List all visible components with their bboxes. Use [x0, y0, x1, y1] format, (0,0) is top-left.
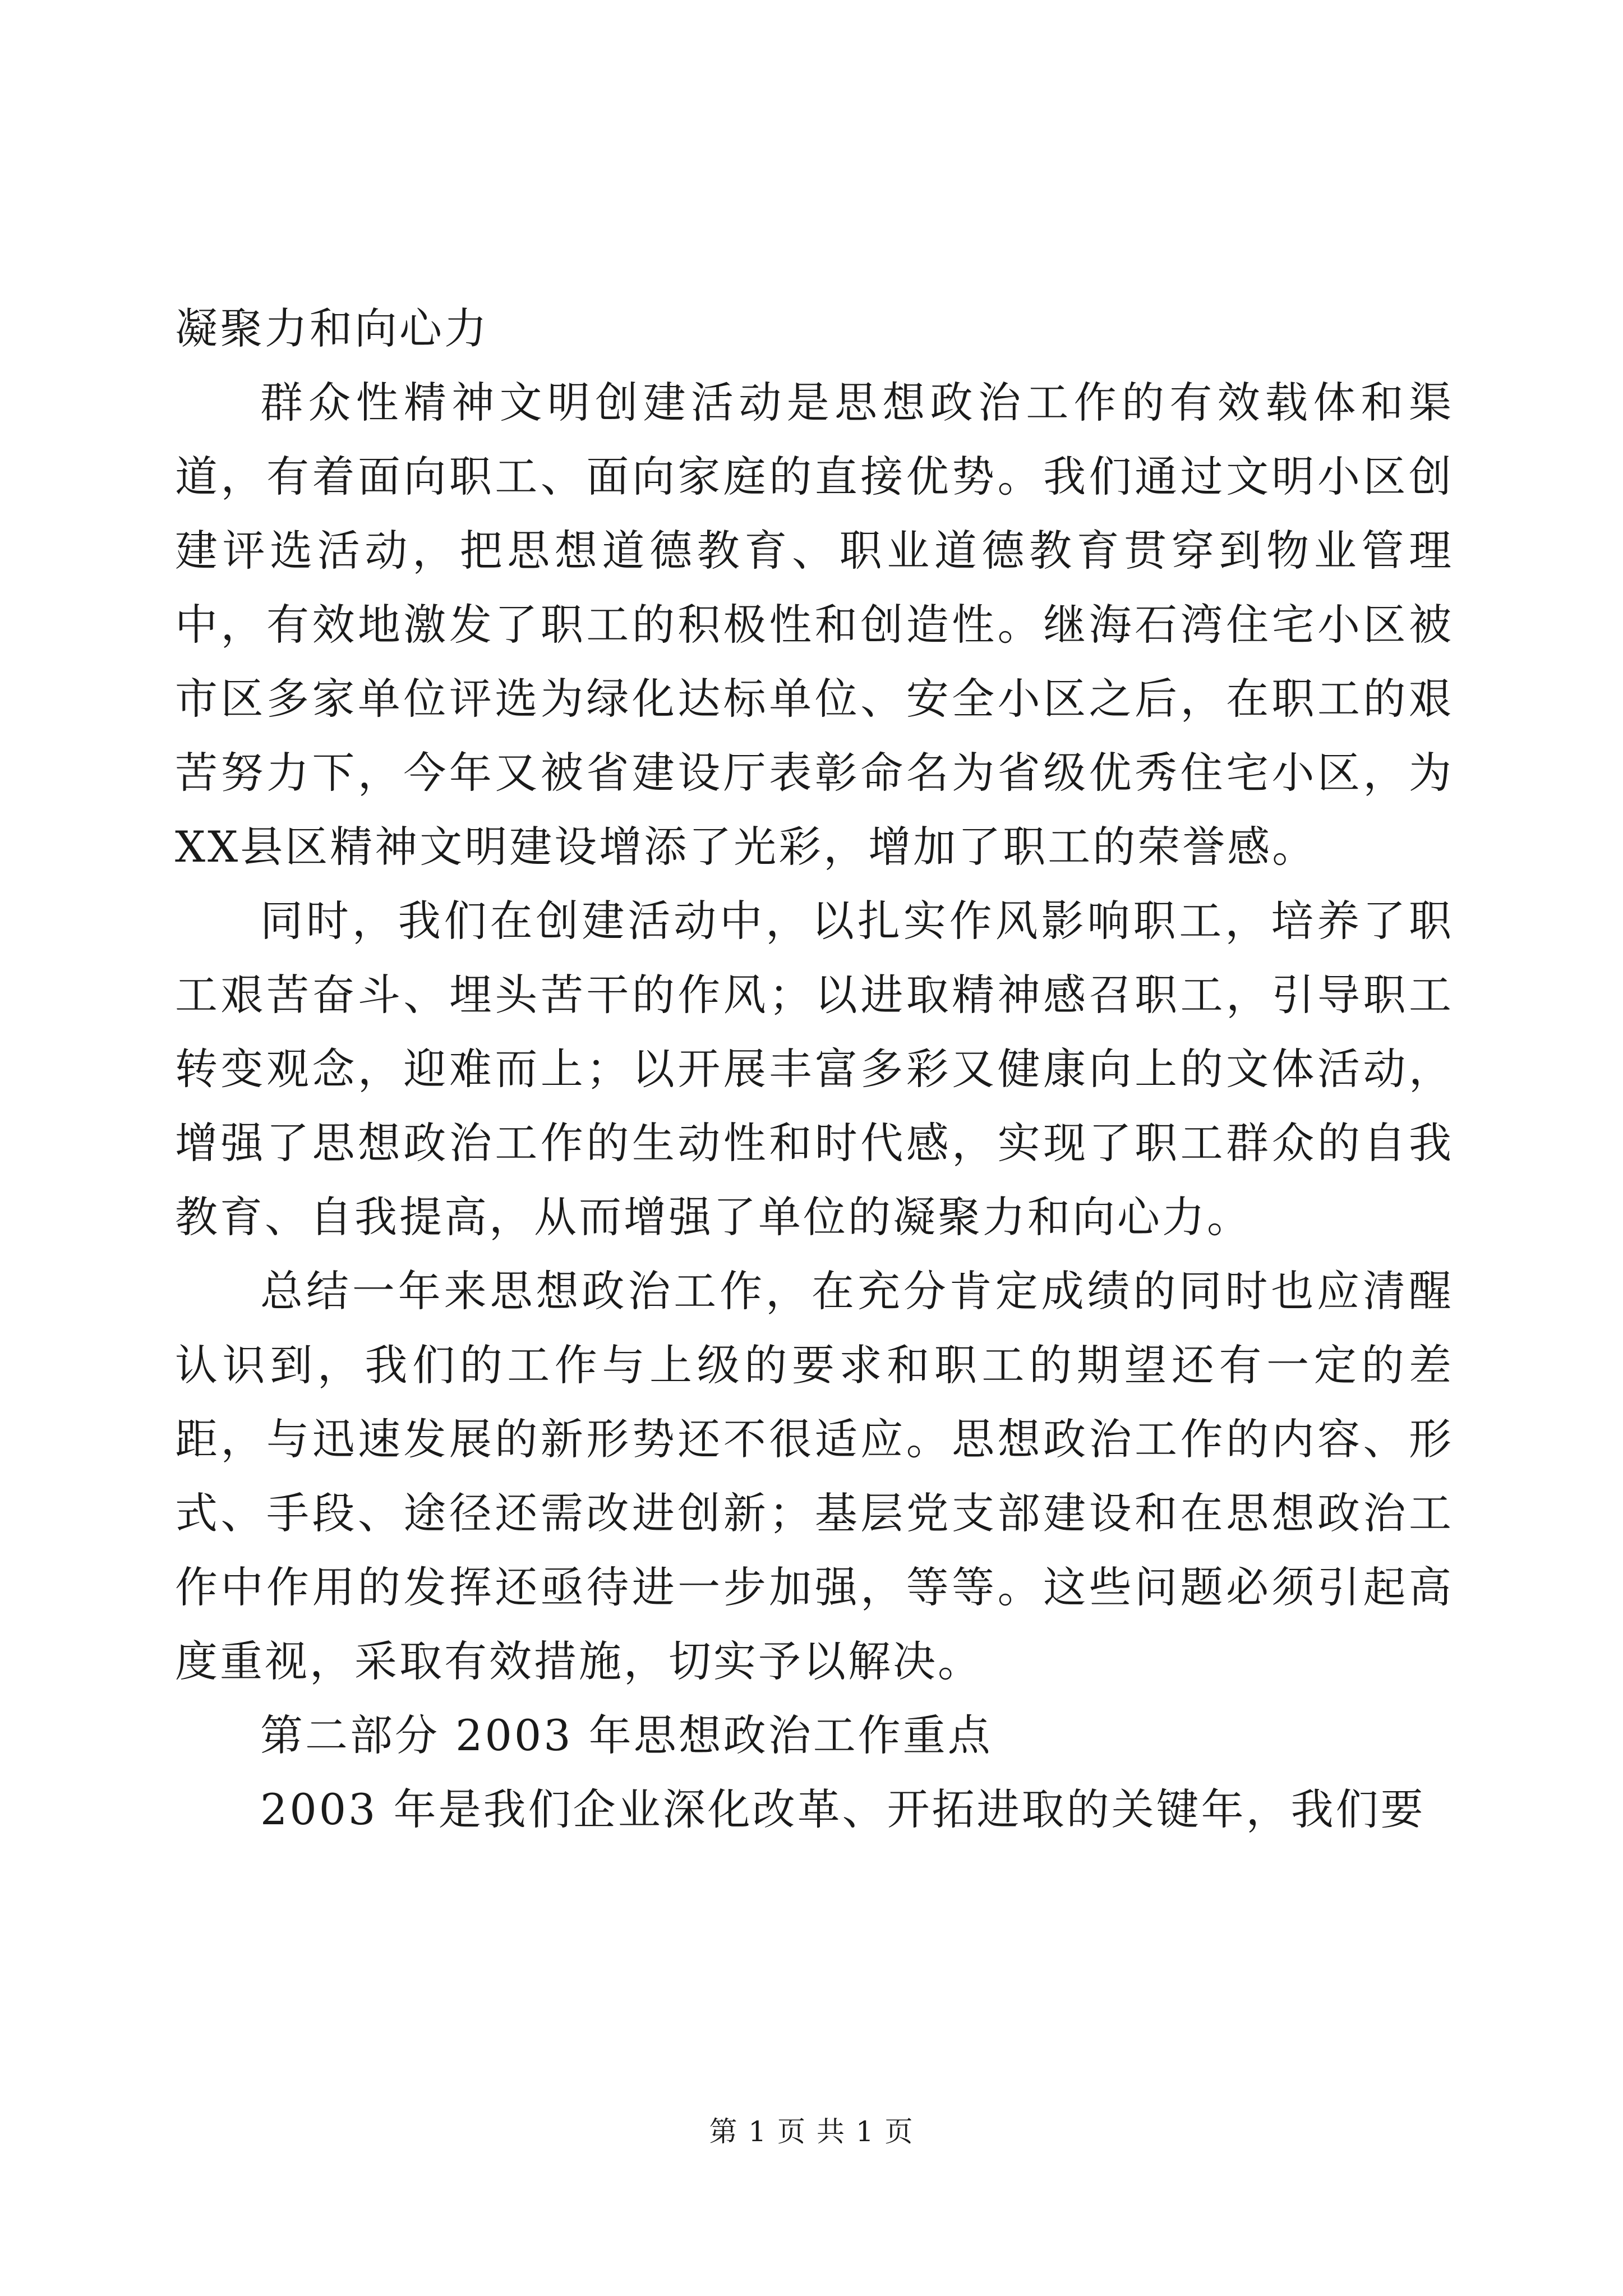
paragraph-3: 同时，我们在创建活动中，以扎实作风影响职工，培养了职工艰苦奋斗、埋头苦干的作风；以进取精神感召职工，引导职工转变观念，迎难而上；以开展丰富多彩又健康向上的文体活动，增强了思想政治工作的生动性和时代感，实现了职工群众的自我教育、自我提高，从而增强了单位的凝聚力和向心力。 [175, 896, 1454, 1242]
section-heading: 第二部分 2003 年思想政治工作重点 [260, 1710, 993, 1760]
document-body [175, 292, 1454, 1847]
page-number-label: 第 1 页 共 1 页 [709, 2115, 914, 2148]
paragraph-4: 总结一年来思想政治工作，在充分肯定成绩的同时也应清醒认识到，我们的工作与上级的要求和职工的期望还有一定的差距，与迅速发展的新形势还不很适应。思想政治工作的内容、形式、手段、途径还需改进创新；基层党支部建设和在思想政治工作中作用的发挥还亟待进一步加强，等等。这些问题必须引起高度重视，采取有效措施，切实予以解决。 [175, 1266, 1454, 1686]
paragraph-1: 凝聚力和向心力 [175, 303, 489, 353]
paragraph-5: 2003 年是我们企业深化改革、开拓进取的关键年，我们要 [260, 1784, 1426, 1834]
page-footer [0, 2109, 1623, 2150]
paragraph-2: 群众性精神文明创建活动是思想政治工作的有效载体和渠道，有着面向职工、面向家庭的直接优势。我们通过文明小区创建评选活动，把思想道德教育、职业道德教育贯穿到物业管理中，有效地激发了职工的积极性和创造性。继海石湾住宅小区被市区多家单位评选为绿化达标单位、安全小区之后，在职工的艰苦努力下，今年又被省建设厅表彰命名为省级优秀住宅小区，为XX县区精神文明建设增添了光彩，增加了职工的荣誉感。 [175, 378, 1454, 872]
